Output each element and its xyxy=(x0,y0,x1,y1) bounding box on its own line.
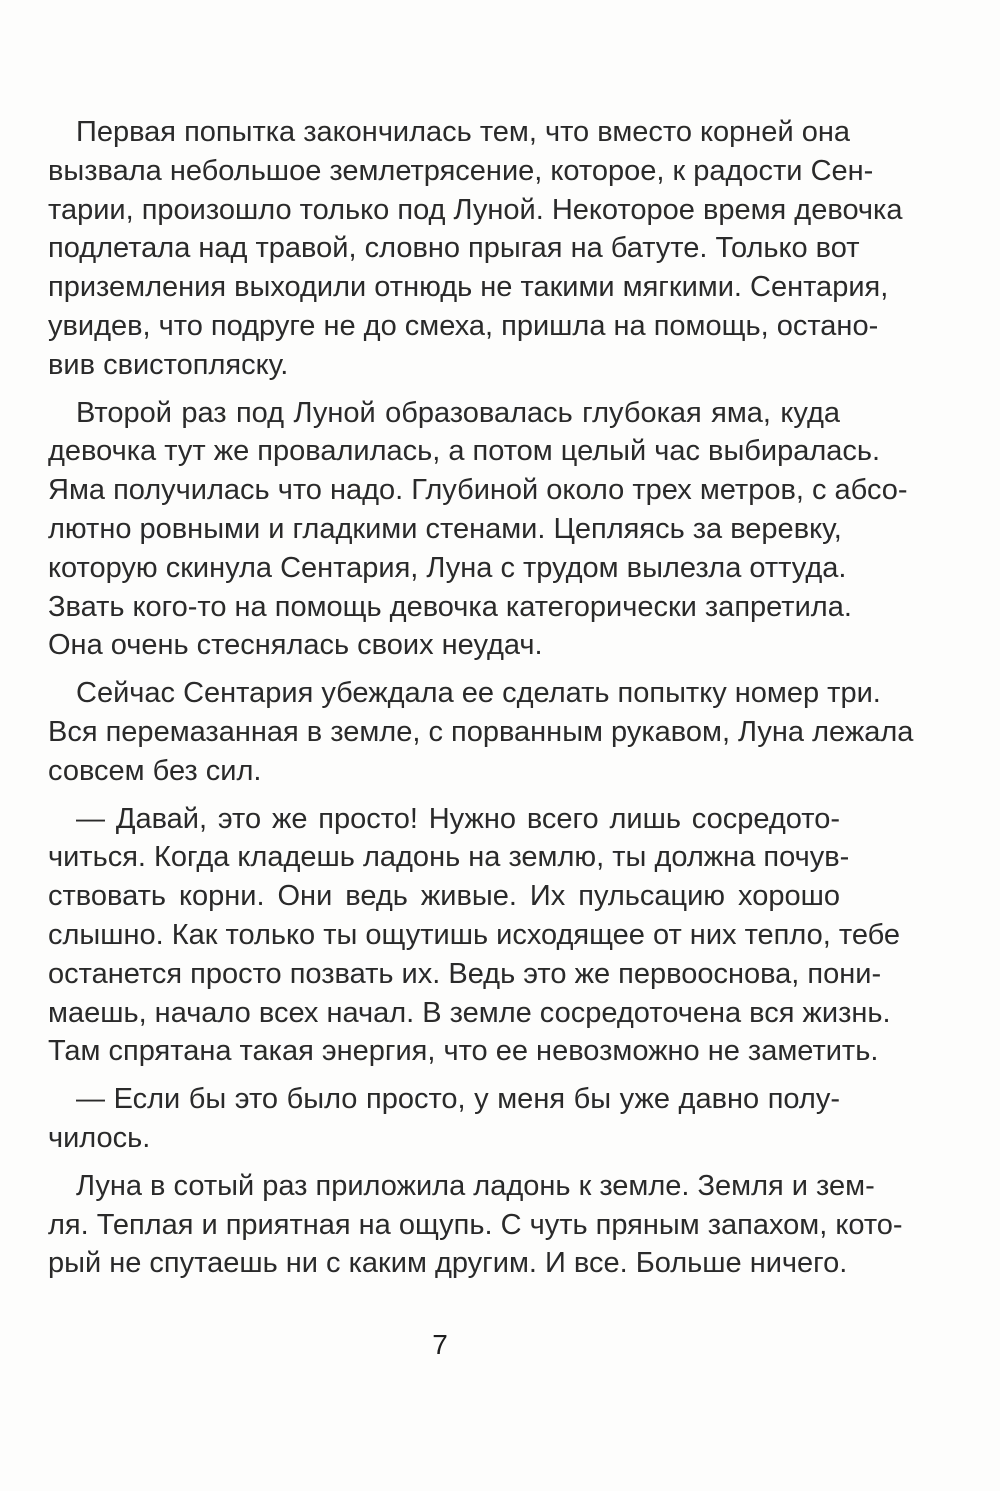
paragraph xyxy=(48,674,914,790)
text-line: увидев, что подруге не до смеха, пришла на помощь, остано- xyxy=(48,309,879,342)
text-line: ля. Теплая и приятная на ощупь. С чуть пряным запахом, кото- xyxy=(48,1208,903,1241)
text-line: Звать кого-то на помощь девочка категорически запретила. xyxy=(48,590,852,623)
dialogue-paragraph xyxy=(48,1080,840,1158)
text-line: вызвала небольшое землетрясение, которое, к радости Сен- xyxy=(48,154,874,187)
text-line: приземления выходили отнюдь не такими мягкими. Сентария, xyxy=(48,271,889,304)
text-line: подлетала над травой, словно прыгая на батуте. Только вот xyxy=(48,232,860,265)
text-line: девочка тут же провалилась, а потом целый час выбиралась. xyxy=(48,435,881,468)
text-line: ствовать корни. Они ведь живые. Их пульсацию хорошо xyxy=(48,880,840,913)
text-line: — Если бы это было просто, у меня бы уже давно полу- xyxy=(76,1083,840,1116)
text-line: слышно. Как только ты ощутишь исходящее от них тепло, тебе xyxy=(48,918,901,951)
text-line: вив свистопляску. xyxy=(48,348,289,381)
text-line: маешь, начало всех начал. В земле сосредоточена вся жизнь. xyxy=(48,996,891,1029)
text-line: Сейчас Сентария убеждала ее сделать попытку номер три. xyxy=(76,677,881,710)
text-line: чилось. xyxy=(48,1121,151,1154)
text-line: Она очень стеснялась своих неудач. xyxy=(48,629,543,662)
page-number: 7 xyxy=(432,1329,448,1360)
text-line: Второй раз под Луной образовалась глубокая яма, куда xyxy=(76,396,840,429)
text-line: совсем без сил. xyxy=(48,754,262,787)
text-line: Яма получилась что надо. Глубиной около трех метров, с абсо- xyxy=(48,474,908,507)
text-line: останется просто позвать их. Ведь это же первооснова, пони- xyxy=(48,957,882,990)
dialogue-paragraph xyxy=(48,800,901,1072)
text-line: лютно ровными и гладкими стенами. Цепляясь за веревку, xyxy=(48,512,842,545)
paragraph xyxy=(48,113,903,385)
paragraph xyxy=(48,1167,903,1283)
text-line: — Давай, это же просто! Нужно всего лишь сосредото- xyxy=(76,802,840,835)
text-line: читься. Когда кладешь ладонь на землю, ты должна почув- xyxy=(48,841,850,874)
text-line: Луна в сотый раз приложила ладонь к земле. Земля и зем- xyxy=(76,1169,875,1202)
text-line: рый не спутаешь ни с каким другим. И все. Больше ничего. xyxy=(48,1247,848,1280)
text-line: Вся перемазанная в земле, с порванным рукавом, Луна лежала xyxy=(48,715,914,748)
body-text xyxy=(48,113,914,1292)
text-line: тарии, произошло только под Луной. Некоторое время девочка xyxy=(48,193,903,226)
paragraph xyxy=(48,394,908,666)
text-line: которую скинула Сентария, Луна с трудом вылезла оттуда. xyxy=(48,551,847,584)
text-line: Там спрятана такая энергия, что ее невозможно не заметить. xyxy=(48,1035,879,1068)
text-line: Первая попытка закончилась тем, что вместо корней она xyxy=(76,116,850,148)
